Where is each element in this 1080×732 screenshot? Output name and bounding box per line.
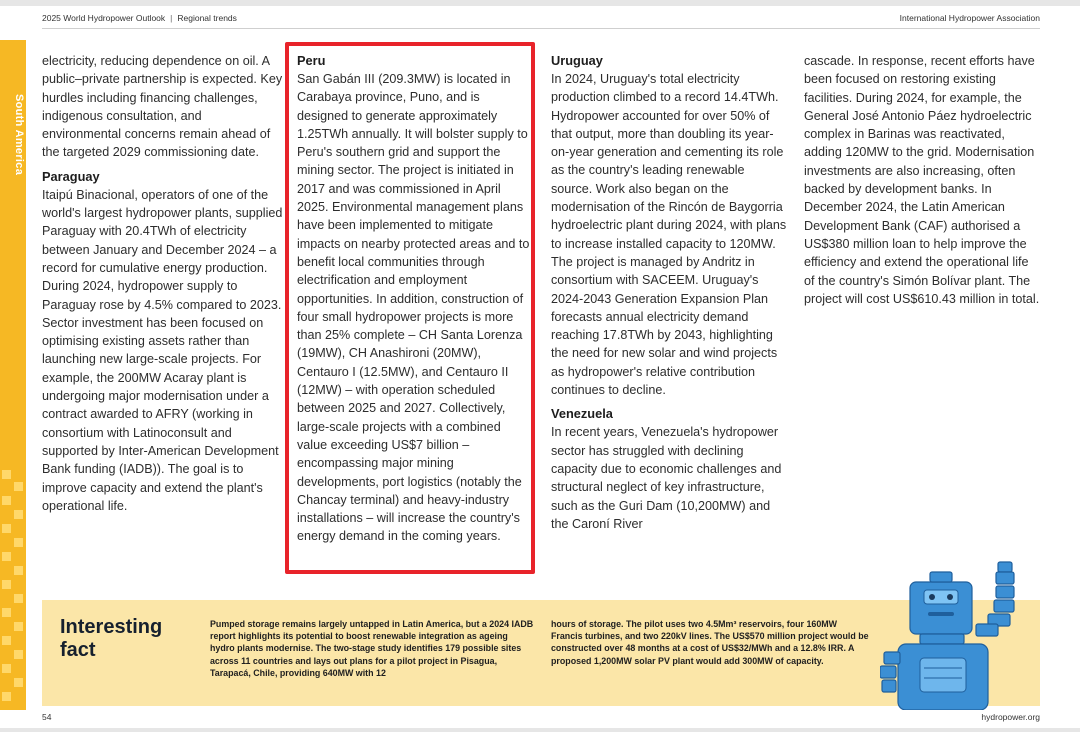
organisation-name: International Hydropower Association: [899, 13, 1040, 23]
running-header: [42, 13, 237, 23]
fact-text-part-2: hours of storage. The pilot uses two 4.5Mm³ reservoirs, four 160MW Francis turbines, and two 220kV lines. The US$570 million project would be constructed over 48 months at a cost of US$32/MWh and a 12.8% IRR. A proposed 1,200MW solar PV plant would add 300MW of capacity.: [551, 619, 869, 666]
uruguay-heading: Uruguay: [551, 53, 603, 68]
side-tab-label: South America: [13, 94, 25, 176]
website-link[interactable]: hydropower.org: [981, 712, 1040, 722]
page-frame-top: [0, 0, 1080, 6]
venezuela-paragraph: In recent years, Venezuela's hydropower sector has struggled with declining capacity due to economic challenges and structural neglect of key infrastructure, such as the Guri Dam (10,200MW) and the Caroní River: [551, 425, 782, 531]
section-title: Regional trends: [177, 13, 237, 23]
uruguay-paragraph: In 2024, Uruguay's total electricity production climbed to a record 14.4TWh. Hydropower accounted for over 50% of that output, more than doubling its year-on-year generation and cementing its role as the country's leading renewable source. Work also began on the modernisation of the Rincón de Baygorria hydroelectric plant during 2024, with plans to increase installed capacity to 120MW. The project is managed by Andritz in consortium with SACEEM. Uruguay's 2024-2043 Generation Expansion Plan forecasts annual electricity demand reaching 17.8TWh by 2043, highlighting the need for new solar and wind projects as hydropower's relative contribution continues to decline.: [551, 72, 787, 398]
peru-highlight-box: [285, 42, 535, 574]
publication-title: 2025 World Hydropower Outlook: [42, 13, 166, 23]
fact-text-part-1: Pumped storage remains largely untapped in Latin America, but a 2024 IADB report highlights its potential to boost renewable integration as ageing hydro plants modernise. The two-stage study identifies 179 possible sites across 11 countries and lays out plans for a pilot project in Pisagua, Tarapacá, Chile, providing 640MW with 12: [210, 619, 534, 678]
page-number: 54: [42, 712, 52, 722]
section-side-tab: [0, 40, 26, 710]
venezuela-heading: Venezuela: [551, 406, 613, 422]
robot-mascot-icon: [880, 560, 1040, 710]
side-tab-pattern: [0, 470, 26, 710]
column-3: [551, 52, 787, 533]
paraguay-paragraph: Itaipú Binacional, operators of one of the world's largest hydropower plants, supplied Paraguay with 20.4TWh of electricity between January and December 2024 – a record for cumulative energy production. During 2024, hydropower supply to Paraguay rose by 4.5% compared to 2023. Sector investment has been focused on optimising existing assets rather than launching new large-scale projects. For example, the 200MW Acaray plant is undergoing major modernisation under a contract awarded to AFRY (working in consortium with Latinoconsult and supported by Inter-American Development Bank funding (IADB)). The goal is to improve capacity and extend the plant's operational life.: [42, 187, 283, 513]
fact-title: Interesting fact: [60, 616, 163, 661]
header-rule: [42, 28, 1040, 29]
peru-heading: Peru: [297, 53, 326, 68]
page-frame-bottom: [0, 728, 1080, 732]
venezuela-continued-paragraph: cascade. In response, recent efforts have been focused on restoring existing facilities. During 2024, for example, the General José Antonio Páez hydroelectric complex in Barinas was reactivated, adding 120MW to the grid. Modernisation investments are also increasing, often backed by development banks. In December 2024, the Latin American Development Bank (CAF) authorised a US$380 million loan to help improve the efficiency and extend the operational life of the country's Simón Bolívar plant. The project will cost US$610.43 million in total.: [804, 54, 1040, 306]
col1-intro-paragraph: electricity, reducing dependence on oil. A public–private partnership is expected. Key hurdles including financing challenges, indigenous consultation, and environmental concerns remain ahead of the targeted 2029 commissioning date.: [42, 54, 283, 160]
paraguay-heading: Paraguay: [42, 168, 100, 184]
column-1: [42, 52, 284, 515]
column-4: [804, 52, 1040, 308]
peru-paragraph: San Gabán III (209.3MW) is located in Carabaya province, Puno, and is designed to generate approximately 1.25TWh annually. It will bolster supply to Peru's southern grid and support the mining sector. The project is initiated in 2017 and was commissioned in April 2025. Environmental management plans have been implemented to mitigate impacts on nearby protected areas and to benefit local communities through electrification and employment opportunities. In addition, construction of four small hydropower projects is more than 25% complete – CH Santa Lorenza (19MW), CH Anashironi (20MW), Centauro I (12.5MW), and Centauro II (12MW) – with operation scheduled between 2025 and 2027. Collectively, large-scale projects with a combined value exceeding US$7 billion – encompassing major mining developments, port logistics (notably the Chancay terminal) and heavy-industry installations – will increase the country's energy demand in the coming years.: [297, 72, 530, 544]
header-separator: |: [170, 13, 173, 23]
